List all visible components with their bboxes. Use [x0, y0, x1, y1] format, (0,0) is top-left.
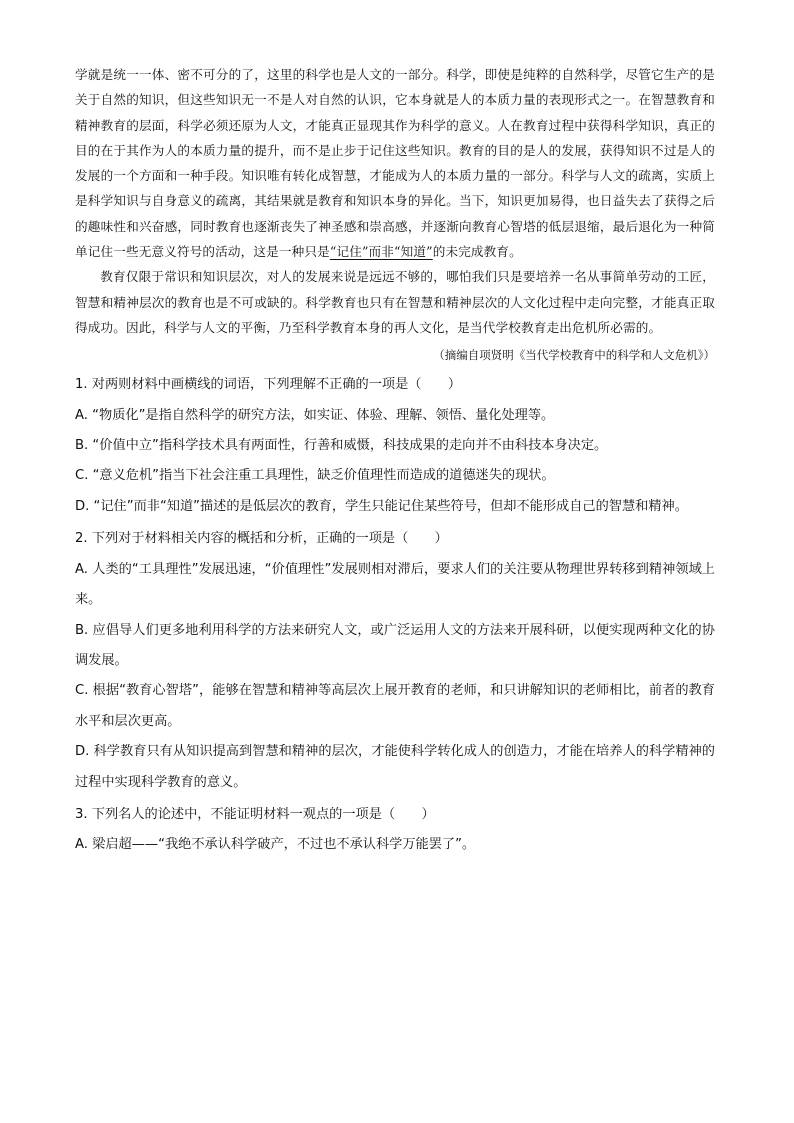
passage-text: 的未完成教育。 [432, 244, 522, 260]
passage-source: （摘编自项贤明《当代学校教育中的科学和人文危机》） [433, 348, 715, 363]
question-3 [75, 800, 715, 861]
option-b: B. “价值中立”指科学技术具有两面性，行善和威慑，科技成果的走向并不由科技本身决定。 [75, 438, 608, 454]
option-a: A. 梁启超——“我绝不承认科学破产，不过也不承认科学万能罢了”。 [75, 837, 476, 853]
underlined-phrase: “记住”而非“知道” [329, 244, 433, 260]
option-c: C. “意义危机”指当下社会注重工具理性，缺乏价值理性而造成的道德迷失的现状。 [75, 468, 555, 484]
option-d: D. “记住”而非“知道”描述的是低层次的教育，学生只能记住某些符号，但却不能形成自己的智慧和精神。 [75, 498, 688, 514]
document-page [75, 62, 715, 861]
passage-text: 学就是统一一体、密不可分的了，这里的科学也是人文的一部分。科学，即使是纯粹的自然科学，尽管它生产的是关于自然的知识，但这些知识无一不是人对自然的认识，它本身就是人的本质力量的表现形式之一。在智慧教育和精神教育的层面，科学必须还原为人文，才能真正显现其作为科学的意义。人在教育过程中获得科学知识，真正的目的在于其作为人的本质力量的提升，而不是止步于记住这些知识。教育的目的是人的发展，获得知识不过是人的发展的一个方面和一种手段。知识唯有转化成智慧，才能成为人的本质力量的一部分。科学与人文的疏离，实质上是科学知识与自身意义的疏离，其结果就是教育和知识本身的异化。当下，知识更加易得，也日益失去了获得之后的趣味性和兴奋感，同时教育也逐渐丧失了神圣感和崇高感，并逐渐向教育心智塔的低层退缩，最后退化为一种简单记住一些无意义符号的活动，这是一种只是 [75, 67, 715, 260]
option-a: A. “物质化”是指自然科学的研究方法，如实证、体验、理解、领悟、量化处理等。 [75, 407, 555, 423]
question-stem: 3. 下列名人的论述中，不能证明材料一观点的一项是（ ） [75, 806, 435, 822]
question-stem: 1. 对两则材料中画横线的词语，下列理解不正确的一项是（ ） [75, 377, 462, 393]
question-1 [75, 370, 715, 522]
question-2 [75, 524, 715, 798]
option-a: A. 人类的“工具理性”发展迅速，“价值理性”发展则相对滞后，要求人们的关注要从物理世界转移到精神领域上来。 [75, 561, 715, 608]
option-b: B. 应倡导人们更多地利用科学的方法来研究人文，或广泛运用人文的方法来开展科研，以便实现两种文化的协调发展。 [75, 622, 715, 668]
option-d: D. 科学教育只有从知识提高到智慧和精神的层次，才能使科学转化成人的创造力，才能在培养人的科学精神的过程中实现科学教育的意义。 [75, 744, 715, 790]
passage-paragraph-2: 教育仅限于常识和知识层次，对人的发展来说是远远不够的，哪怕我们只是要培养一名从事简单劳动的工匠，智慧和精神层次的教育也是不可或缺的。科学教育也只有在智慧和精神层次的人文化过程中走向完整，才能真正取得成功。因此，科学与人文的平衡，乃至科学教育本身的再人文化，是当代学校教育走出危机所必需的。 [75, 269, 715, 335]
option-c: C. 根据“教育心智塔”，能够在智慧和精神等高层次上展开教育的老师，和只讲解知识的老师相比，前者的教育水平和层次更高。 [75, 683, 715, 729]
question-stem: 2. 下列对于材料相关内容的概括和分析，正确的一项是（ ） [75, 531, 448, 547]
passage-paragraph-1 [75, 62, 715, 264]
